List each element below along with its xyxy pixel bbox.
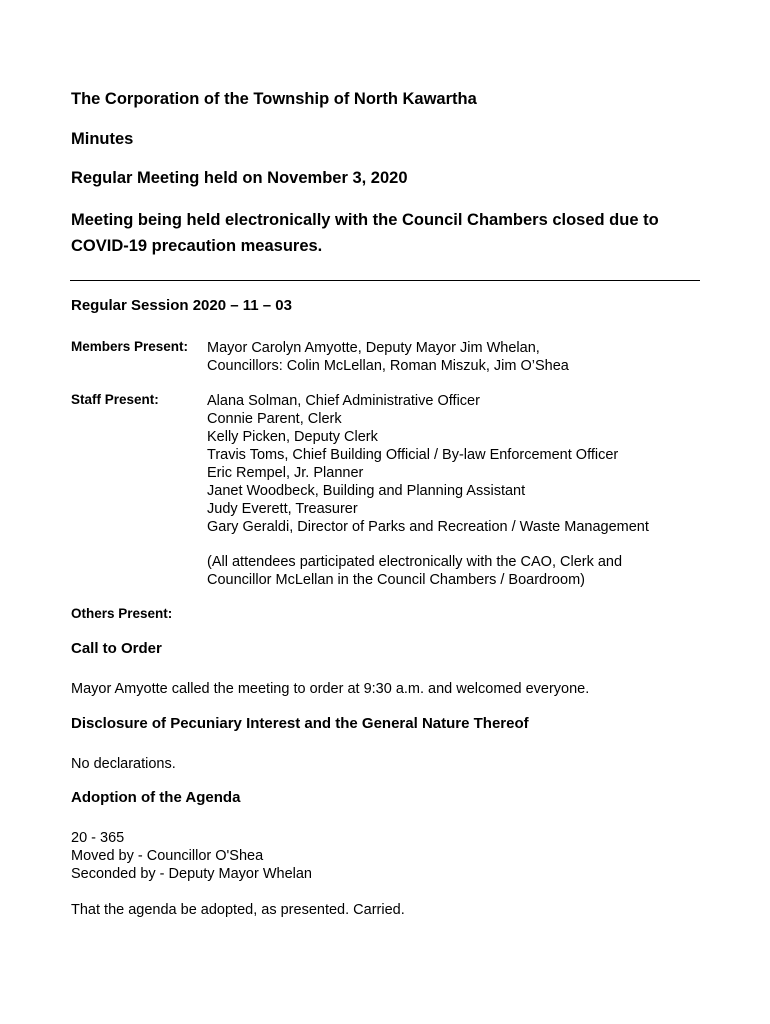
staff-line: Kelly Picken, Deputy Clerk: [207, 429, 378, 445]
attendance-note-line: (All attendees participated electronically with the CAO, Clerk and: [207, 554, 623, 570]
adoption-text: That the agenda be adopted, as presented. Carried.: [71, 902, 405, 918]
attendance-note-line: Councillor McLellan in the Council Chambers / Boardroom): [207, 572, 585, 588]
staff-line: Janet Woodbeck, Building and Planning Assistant: [207, 483, 526, 499]
call-to-order-text: Mayor Amyotte called the meeting to order at 9:30 a.m. and welcomed everyone.: [71, 681, 590, 697]
document-subtitle: Minutes: [71, 130, 134, 148]
staff-line: Eric Rempel, Jr. Planner: [207, 465, 364, 481]
document-title: The Corporation of the Township of North Kawartha: [71, 90, 477, 108]
attendance-note: [207, 553, 622, 589]
staff-present-label: Staff Present:: [71, 392, 159, 407]
electronic-meeting-note: Meeting being held electronically with the Council Chambers closed due to COVID-19 precaution measures.: [71, 211, 659, 255]
staff-present-list: [207, 392, 649, 536]
members-present-label: Members Present:: [71, 339, 189, 354]
call-to-order-heading: Call to Order: [71, 640, 162, 657]
staff-line: Gary Geraldi, Director of Parks and Recreation / Waste Management: [207, 519, 649, 535]
disclosure-heading: Disclosure of Pecuniary Interest and the General Nature Thereof: [71, 715, 529, 732]
staff-line: Connie Parent, Clerk: [207, 411, 342, 427]
seconded-by: Seconded by - Deputy Mayor Whelan: [71, 866, 312, 882]
others-present-label: Others Present:: [71, 606, 173, 621]
members-present-list: [207, 339, 569, 375]
session-heading: Regular Session 2020 – 11 – 03: [71, 297, 292, 314]
adoption-resolution: [71, 829, 312, 883]
members-line: Mayor Carolyn Amyotte, Deputy Mayor Jim Whelan,: [207, 340, 540, 356]
moved-by: Moved by - Councillor O'Shea: [71, 848, 264, 864]
staff-line: Travis Toms, Chief Building Official / By-law Enforcement Officer: [207, 447, 619, 463]
horizontal-divider: [70, 280, 700, 281]
resolution-number: 20 - 365: [71, 830, 125, 846]
adoption-heading: Adoption of the Agenda: [71, 789, 241, 806]
members-line: Councillors: Colin McLellan, Roman Miszuk, Jim O’Shea: [207, 358, 569, 374]
meeting-date-heading: Regular Meeting held on November 3, 2020: [71, 169, 408, 187]
disclosure-text: No declarations.: [71, 756, 176, 772]
staff-line: Judy Everett, Treasurer: [207, 501, 358, 517]
staff-line: Alana Solman, Chief Administrative Officer: [207, 393, 480, 409]
